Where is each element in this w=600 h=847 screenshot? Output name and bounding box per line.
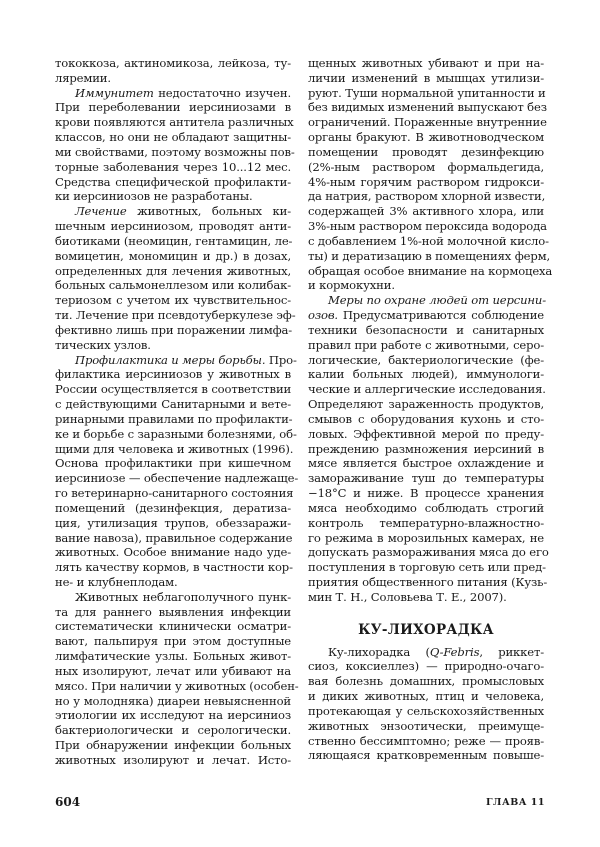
text-line — [55, 412, 291, 427]
text-line — [55, 219, 291, 234]
text-run: обращая особое внимание на кормоцеха — [308, 263, 553, 278]
text-line — [55, 293, 291, 308]
text-line — [55, 649, 291, 664]
text-run: приятия общественного питания (Кузь- — [308, 574, 548, 589]
text-run: Животных неблагополучного пунк- — [75, 589, 291, 604]
text-run: контроль температурно-влажностно- — [308, 515, 544, 530]
text-line — [308, 353, 544, 368]
text-run: шечным иерсиниозом, проводят анти- — [55, 219, 291, 234]
text-run: с добавлением 1%-ной молочной кисло- — [308, 233, 549, 248]
text-run: недостаточно изучен. — [153, 85, 291, 100]
text-line — [55, 516, 291, 531]
text-run: животных изолируют и лечат. Исто- — [55, 752, 291, 767]
text-line — [55, 708, 291, 723]
text-run: логические, бактериологические (фе- — [308, 352, 544, 367]
text-run: техники безопасности и санитарных — [308, 322, 544, 337]
text-line — [308, 382, 544, 397]
text-run: ки иерсиниозов не разработаны. — [55, 189, 253, 204]
text-line — [308, 456, 544, 471]
text-run: ция, утилизация трупов, обеззаражи- — [55, 515, 291, 530]
text-line — [55, 678, 299, 694]
text-run: Основа профилактики при кишечном — [55, 456, 291, 471]
text-run: териозом с учетом их чувствительнос- — [55, 293, 291, 308]
text-line — [55, 56, 291, 71]
text-run: без видимых изменений выпускают без — [308, 100, 547, 115]
text-run: помещении проводят дезинфекцию — [308, 144, 544, 159]
text-run: биотиками (неомицин, гентамицин, ле- — [55, 233, 293, 248]
text-line — [308, 145, 544, 160]
text-run: При обнаружении инфекции больных — [55, 738, 291, 753]
text-line — [55, 634, 291, 649]
text-line — [55, 204, 291, 219]
text-run: и кормокухни. — [308, 278, 395, 293]
text-run: −18°C и ниже. В процессе хранения — [308, 486, 544, 501]
text-run: замораживание туш до температуры — [308, 471, 544, 486]
text-line — [308, 204, 544, 219]
text-line — [55, 71, 291, 86]
text-line — [308, 219, 547, 234]
text-line — [308, 704, 544, 719]
text-line — [308, 367, 544, 382]
text-line — [55, 144, 295, 160]
text-run: животных энзоотически, преимуще- — [308, 718, 544, 733]
text-run: ловых. Эффективной мерой по преду- — [308, 426, 544, 441]
text-run: поступления в торговую сеть или пред- — [308, 560, 546, 575]
text-run: лимфатические узлы. Больных живот- — [55, 649, 291, 664]
text-line — [308, 233, 549, 249]
page-number: 604 — [55, 795, 81, 809]
italic-run: Q-Febris — [429, 644, 480, 659]
text-line — [55, 382, 291, 397]
text-run: фективно лишь при поражении лимфа- — [55, 322, 293, 337]
text-line — [308, 748, 544, 763]
text-run: животных, больных ки- — [126, 204, 291, 219]
text-line — [55, 471, 299, 486]
text-run: , риккет- — [479, 644, 544, 659]
text-run: ринарными правилами по профилакти- — [55, 411, 293, 426]
text-line — [55, 738, 291, 753]
text-line — [308, 86, 544, 101]
text-line — [55, 426, 297, 442]
text-line — [55, 278, 291, 293]
text-run: Предусматриваются соблюдение — [337, 308, 544, 323]
text-run: да натрия, раствором хлорной извести, — [308, 189, 546, 204]
text-run: 4%-ным горячим раствором гидрокси- — [308, 174, 544, 189]
text-line — [55, 86, 291, 101]
text-line — [308, 115, 547, 130]
text-line — [308, 130, 544, 145]
text-line — [55, 115, 294, 130]
text-run: вомицетин, мономицин и др.) в дозах, — [55, 248, 291, 263]
text-run: мин Т. Н., Соловьева Т. Е., 2007). — [308, 589, 507, 604]
text-line — [55, 397, 291, 412]
text-line — [308, 471, 544, 486]
text-run: этиологии их исследуют на иерсиниоз — [55, 708, 291, 723]
text-line — [308, 323, 544, 338]
text-run: тококкоза, актиномикоза, лейкоза, ту- — [55, 56, 291, 70]
text-run: Про- — [265, 352, 297, 367]
text-run: протекающая у сельскохозяйственных — [308, 703, 544, 718]
text-run: правил при работе с животными, серо- — [308, 337, 544, 352]
text-run: определенных для лечения животных, — [55, 263, 291, 278]
text-line — [308, 574, 548, 590]
text-line — [55, 100, 291, 115]
text-run: допускать размораживания мяса до его — [308, 545, 549, 560]
text-line — [55, 249, 291, 264]
text-line — [55, 545, 291, 560]
text-run: та для раннего выявления инфекции — [55, 604, 291, 619]
text-line — [55, 441, 294, 457]
text-run: классов, но они не обладают защитны- — [55, 130, 291, 145]
text-line — [308, 645, 544, 660]
text-line — [55, 694, 291, 709]
text-run: личии изменений в мышцах утилизи- — [308, 70, 544, 85]
running-head: ГЛАВА 11 — [486, 797, 545, 808]
text-run: но у молодняка) диареи невыясненной — [55, 693, 291, 708]
text-run: органы бракуют. В животноводческом — [308, 130, 544, 145]
text-line — [308, 263, 553, 279]
text-run: филактика иерсиниозов у животных в — [55, 367, 291, 382]
text-line — [308, 100, 547, 115]
section-heading: КУ-ЛИХОРАДКА — [358, 621, 494, 638]
text-run: России осуществляется в соответствии — [55, 382, 292, 397]
text-line — [55, 486, 294, 501]
text-line — [308, 427, 544, 442]
text-line — [308, 719, 544, 734]
text-run: калии больных людей), иммунологи- — [308, 367, 544, 382]
text-line — [308, 338, 544, 353]
text-line — [55, 367, 291, 382]
text-line — [55, 723, 291, 738]
text-run: крови появляются антитела различных — [55, 115, 294, 130]
text-line — [55, 501, 291, 516]
text-run: ограничений. Пораженные внутренние — [308, 115, 547, 130]
text-run: систематически клинически осматри- — [55, 619, 291, 634]
text-run: Ку-лихорадка ( — [328, 644, 430, 659]
text-run: Средства специфической профилакти- — [55, 174, 291, 189]
text-line — [308, 442, 544, 457]
text-line — [308, 160, 544, 175]
text-line — [308, 545, 549, 560]
text-line — [308, 531, 544, 546]
text-line — [308, 397, 544, 412]
text-run: ты) и дератизацию в помещениях ферм, — [308, 248, 551, 263]
text-line — [308, 248, 551, 264]
text-run: ми свойствами, поэтому возможны пов- — [55, 144, 295, 159]
text-line — [55, 619, 291, 634]
right-column — [308, 56, 553, 763]
text-line — [308, 734, 544, 749]
text-line — [55, 264, 291, 279]
text-run: 3%-ным раствором пероксида водорода — [308, 219, 547, 234]
italic-run: Меры по охране людей от иерсини- — [328, 293, 546, 308]
text-line — [308, 56, 544, 71]
text-line — [308, 293, 544, 308]
text-run: мясе является быстрое охлаждение и — [308, 456, 544, 471]
text-line — [55, 560, 291, 575]
text-run: При переболевании иерсиниозами в — [55, 100, 291, 115]
text-line — [308, 501, 544, 516]
text-run: иерсиниозе — обеспечение надлежаще- — [55, 471, 299, 486]
text-line — [308, 674, 544, 689]
text-run: и диких животных, птиц и человека, — [308, 689, 544, 704]
text-line — [55, 590, 291, 605]
text-line — [55, 753, 291, 768]
text-run: бактериологически и серологически. — [55, 723, 291, 738]
text-run: мяса необходимо соблюдать строгий — [308, 500, 544, 515]
text-run: торные заболевания через 10...12 мес. — [55, 159, 291, 174]
text-run: мясо. При наличии у животных (особен- — [55, 678, 299, 693]
text-line — [308, 560, 544, 575]
text-line — [308, 486, 544, 501]
text-line — [308, 308, 544, 323]
text-line — [55, 323, 291, 338]
text-run: го ветеринарно-санитарного состояния — [55, 486, 294, 501]
text-run: го режима в морозильных камерах, не — [308, 530, 544, 545]
text-line — [308, 590, 544, 605]
text-run: сиоз, коксиеллез) — природно-очаго- — [308, 659, 544, 674]
italic-run: Лечение — [75, 204, 127, 219]
text-line — [55, 605, 291, 620]
text-line — [55, 338, 291, 353]
text-line — [55, 664, 291, 679]
text-run: ке и борьбе с заразными болезнями, об- — [55, 426, 297, 441]
text-run: руют. Туши нормальной упитанности и — [308, 85, 546, 100]
text-run: вание навоза), правильное содержание — [55, 530, 293, 545]
text-run: животных. Особое внимание надо уде- — [55, 545, 291, 560]
text-line — [55, 456, 291, 471]
text-line — [308, 689, 544, 704]
text-run: не- и клубнеплодам. — [55, 574, 178, 589]
text-run: с действующими Санитарными и вете- — [55, 397, 291, 412]
text-line — [308, 278, 544, 293]
italic-run: озов. — [308, 308, 338, 323]
text-line — [55, 352, 297, 368]
text-run: ческие и аллергические исследования. — [308, 382, 546, 397]
text-run: Определяют зараженность продуктов, — [308, 397, 544, 412]
text-run: ляющаяся кратковременным повыше- — [308, 748, 544, 763]
text-run: вая болезнь домашних, промысловых — [308, 674, 544, 689]
text-line — [55, 130, 291, 145]
italic-run: Иммунитет — [75, 85, 154, 100]
section-body — [308, 645, 544, 764]
text-run: ственно бессимптомно; реже — прояв- — [308, 733, 544, 748]
text-run: щими для человека и животных (1996). — [55, 441, 294, 456]
text-run: ти. Лечение при псевдотуберкулезе эф- — [55, 308, 296, 323]
text-run: содержащей 3% активного хлора, или — [308, 204, 544, 219]
italic-run: Профилактика и меры борьбы. — [75, 352, 266, 367]
text-line — [308, 412, 544, 427]
text-run: тических узлов. — [55, 337, 151, 352]
text-line — [55, 234, 291, 249]
text-run: преждению размножения иерсиний в — [308, 441, 544, 456]
text-run: лять качеству кормов, в частности кор- — [55, 560, 293, 575]
text-run: (2%-ным раствором формальдегида, — [308, 159, 544, 174]
right-column-body — [308, 56, 553, 605]
text-line — [308, 175, 544, 190]
text-run: ных изолируют, лечат или убивают на — [55, 663, 291, 678]
text-line — [55, 189, 291, 204]
text-line — [308, 659, 544, 674]
text-run: больных сальмонеллезом или колибак- — [55, 278, 291, 293]
text-line — [55, 175, 291, 190]
text-line — [308, 189, 544, 204]
text-run: помещений (дезинфекция, дератиза- — [55, 500, 291, 515]
text-run: смывов с оборудования кухонь и сто- — [308, 411, 544, 426]
text-run: вают, пальпируя при этом доступные — [55, 634, 291, 649]
text-line — [55, 575, 291, 590]
text-line — [308, 71, 544, 86]
text-line — [55, 308, 296, 323]
text-line — [55, 531, 291, 546]
text-run: щенных животных убивают и при на- — [308, 56, 544, 70]
text-run: ляремии. — [55, 70, 111, 85]
left-column — [55, 56, 299, 768]
text-line — [308, 516, 544, 531]
text-line — [55, 160, 291, 175]
